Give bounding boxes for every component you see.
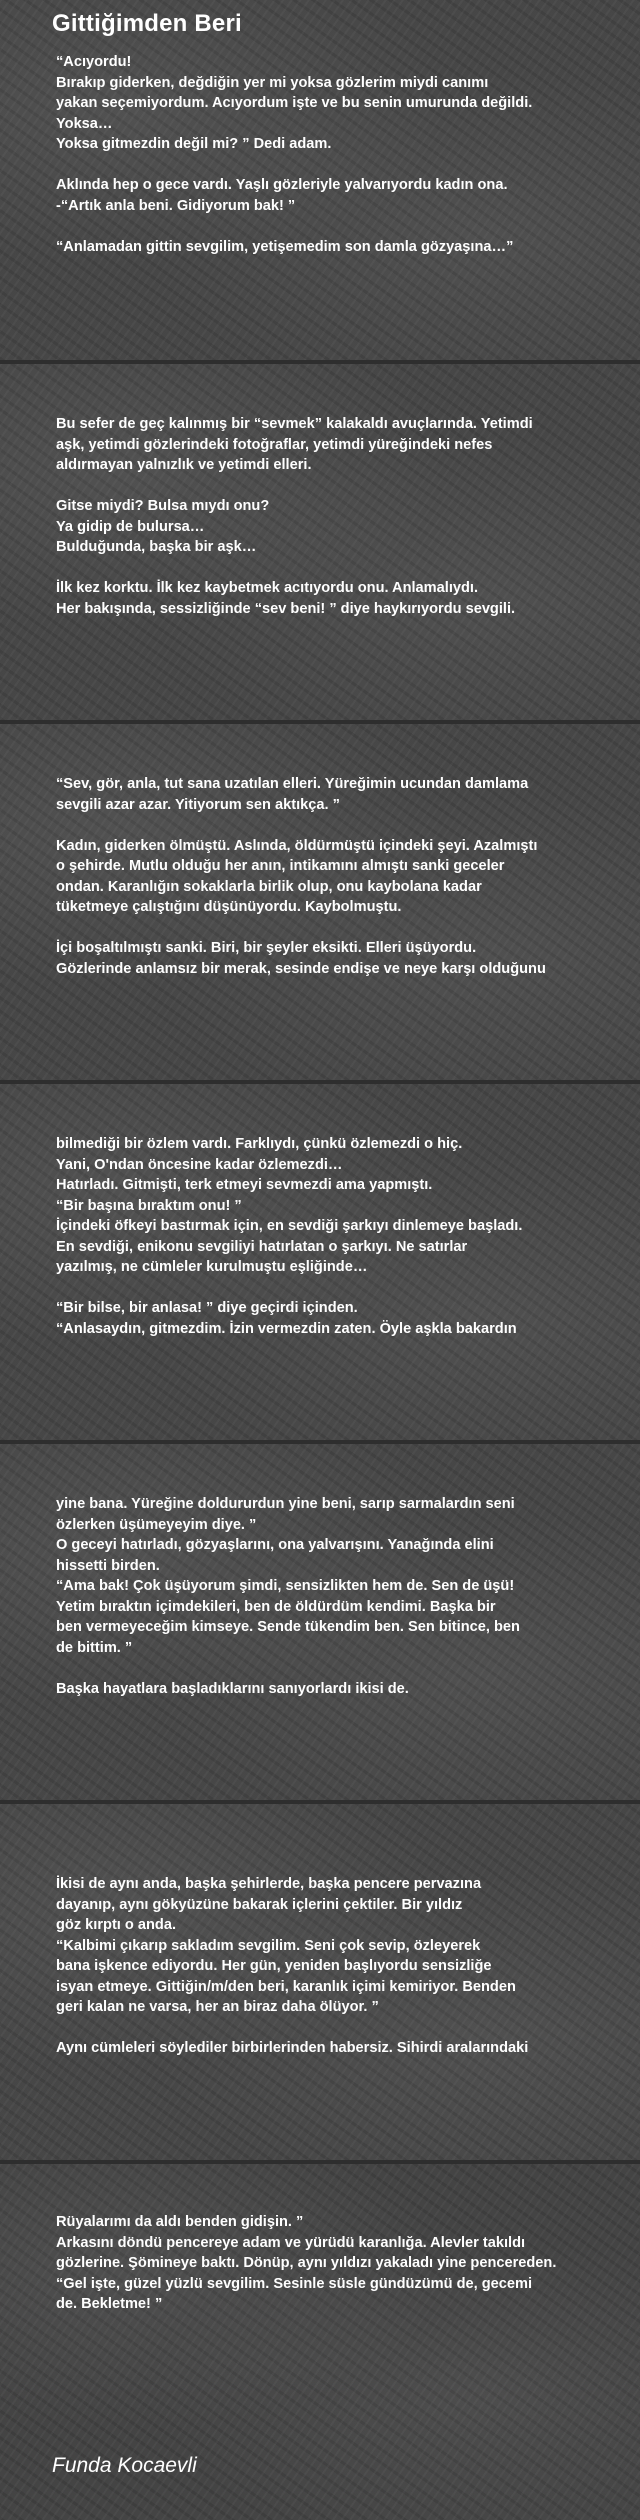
poem-text-block-3: “Sev, gör, anla, tut sana uzatılan elleri. Yüreğimin ucundan damlama sevgili azar azar. Yitiyorum sen aktıkça. ” Kadın, giderken ölmüştü. Aslında, öldürmüştü içindeki şeyi. Azalmıştı o şehirde. Mutlu olduğu her anın, intikamını almıştı sanki geceler ondan. Karanlığın sokaklarla birlik olup, onu kaybolana kadar tüketmeye çalıştığını düşünüyordu. Kaybolmuştu. İçi boşaltılmıştı sanki. Biri, bir şeyler eksikti. Elleri üşüyordu. Gözlerinde anlamsız bir merak, sesinde endişe ve neye karşı olduğunu xyxy=(56,776,546,977)
poem-panel-4 xyxy=(0,1084,640,1440)
poem-text-block-4: bilmediği bir özlem vardı. Farklıydı, çünkü özlemezdi o hiç. Yani, O'ndan öncesine kadar özlemezdi… Hatırladı. Gitmişti, terk etmeyi sevmezdi ama yapmıştı. “Bir başına bıraktım onu! ” İçindeki öfkeyi bastırmak için, en sevdiği şarkıyı dinlemeye başladı. En sevdiği, enikonu sevgiliyi hatırlatan o şarkıyı. Ne satırlar yazılmış, ne cümleler kurulmuştu eşliğinde… “Bir bilse, bir anlasa! ” diye geçirdi içinden. “Anlasaydın, gitmezdim. İzin vermezdin zaten. Öyle aşkla bakardın xyxy=(56,1136,523,1337)
poem-text-block-2: Bu sefer de geç kalınmış bir “sevmek” kalakaldı avuçlarında. Yetimdi aşk, yetimdi gözlerindeki fotoğraflar, yetimdi yüreğindeki nefes aldırmayan yalnızlık ve yetimdi elleri. Gitse miydi? Bulsa mıydı onu? Ya gidip de bulursa… Bulduğunda, başka bir aşk… İlk kez korktu. İlk kez kaybetmek acıtıyordu onu. Anlamalıydı. Her bakışında, sessizliğinde “sev beni! ” diye haykırıyordu sevgili. xyxy=(56,416,533,617)
poem-text-block-7: Rüyalarımı da aldı benden gidişin. ” Arkasını döndü pencereye adam ve yürüdü karanlığa. Alevler takıldı gözlerine. Şömineye baktı. Dönüp, aynı yıldızı yakaladı yine pencereden. “Gel işte, güzel yüzlü sevgilim. Sesinle süsle gündüzümü de, gecemi de. Bekletme! ” xyxy=(56,2214,557,2312)
poem-panel-5 xyxy=(0,1444,640,1800)
poem-panel-2 xyxy=(0,364,640,720)
author-signature: Funda Kocaevli xyxy=(52,2454,197,2477)
poem-panel-6 xyxy=(0,1804,640,2160)
poem-text-block-6: İkisi de aynı anda, başka şehirlerde, başka pencere pervazına dayanıp, aynı gökyüzüne bakarak içlerini çektiler. Bir yıldız göz kırptı o anda. “Kalbimi çıkarıp sakladım sevgilim. Seni çok sevip, özleyerek bana işkence ediyordu. Her gün, yeniden başlıyordu sensizliğe isyan etmeye. Gittiğin/m/den beri, karanlık içimi kemiriyor. Benden geri kalan ne varsa, her an biraz daha ölüyor. ” Aynı cümleleri söylediler birbirlerinden habersiz. Sihirdi aralarındaki xyxy=(56,1876,529,2056)
poem-text-block-1: “Acıyordu! Bırakıp giderken, değdiğin yer mi yoksa gözlerim miydi canımı yakan seçemiyordum. Acıyordum işte ve bu senin umurunda değildi. Yoksa… Yoksa gitmezdin değil mi? ” Dedi adam. Aklında hep o gece vardı. Yaşlı gözleriyle yalvarıyordu kadın ona. -“Artık anla beni. Gidiyorum bak! ” “Anlamadan gittin sevgilim, yetişemedim son damla gözyaşına…” xyxy=(56,54,533,255)
poem-title: Gittiğimden Beri xyxy=(52,10,242,37)
poem-panel-3 xyxy=(0,724,640,1080)
poem-panel-1 xyxy=(0,0,640,360)
poem-text-block-5: yine bana. Yüreğine doldururdun yine beni, sarıp sarmalardın seni özlerken üşümeyeyim diye. ” O geceyi hatırladı, gözyaşlarını, ona yalvarışını. Yanağında elini hissetti birden. “Ama bak! Çok üşüyorum şimdi, sensizlikten hem de. Sen de üşü! Yetim bıraktın içimdekileri, ben de öldürdüm kendimi. Başka bir ben vermeyeceğim kimseye. Sende tükendim ben. Sen bitince, ben de bittim. ” Başka hayatlara başladıklarını sanıyorlardı ikisi de. xyxy=(56,1496,520,1697)
